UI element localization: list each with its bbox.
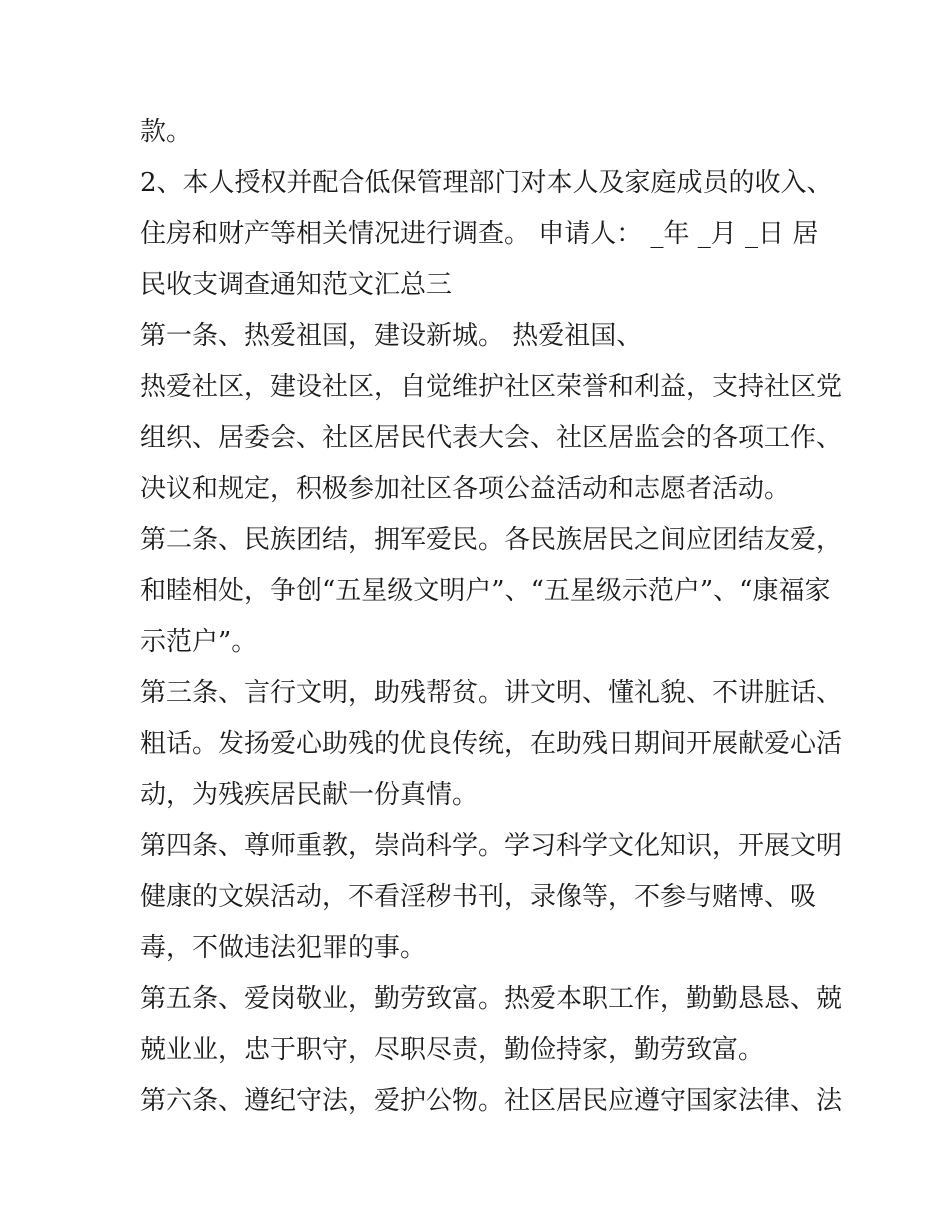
text-line: 健康的文娱活动，不看淫秽书刊，录像等，不参与赌博、吸: [140, 882, 817, 912]
text-line: 组织、居委会、社区居民代表大会、社区居监会的各项工作、: [140, 423, 843, 453]
text-line: 第三条、言行文明，助残帮贫。讲文明、懂礼貌、不讲脏话、: [140, 678, 843, 708]
text-line: 2、本人授权并配合低保管理部门对本人及家庭成员的收入、: [140, 168, 833, 198]
text-line: 毒，不做违法犯罪的事。: [140, 933, 427, 963]
text-line: 第二条、民族团结，拥军爱民。各民族居民之间应团结友爱，: [140, 525, 843, 555]
text-line: 兢业业，忠于职守，尽职尽责，勤俭持家，勤劳致富。: [140, 1035, 765, 1065]
text-line: 第六条、遵纪守法，爱护公物。社区居民应遵守国家法律、法: [140, 1086, 843, 1116]
text-line: 款。: [140, 117, 193, 147]
text-line: 和睦相处，争创“五星级文明户”、“五星级示范户”、“康福家: [140, 576, 831, 606]
document-body: [140, 107, 843, 1127]
text-line: 第一条、热爱祖国，建设新城。 热爱祖国、: [140, 321, 643, 351]
text-line: 民收支调查通知范文汇总三: [140, 270, 453, 300]
text-line: 动，为残疾居民献一份真情。: [140, 780, 479, 810]
text-line: 住房和财产等相关情况进行调查。 申请人： _年 _月 _日 居: [140, 219, 819, 249]
text-line: 热爱社区，建设社区，自觉维护社区荣誉和利益，支持社区党: [140, 372, 843, 402]
text-line: 粗话。发扬爱心助残的优良传统，在助残日期间开展献爱心活: [140, 729, 843, 759]
text-line: 第四条、尊师重教，崇尚科学。学习科学文化知识，开展文明: [140, 831, 843, 861]
text-line: 示范户”。: [140, 627, 258, 657]
text-line: 决议和规定，积极参加社区各项公益活动和志愿者活动。: [140, 474, 791, 504]
text-line: 第五条、爱岗敬业，勤劳致富。热爱本职工作，勤勤恳恳、兢: [140, 984, 843, 1014]
